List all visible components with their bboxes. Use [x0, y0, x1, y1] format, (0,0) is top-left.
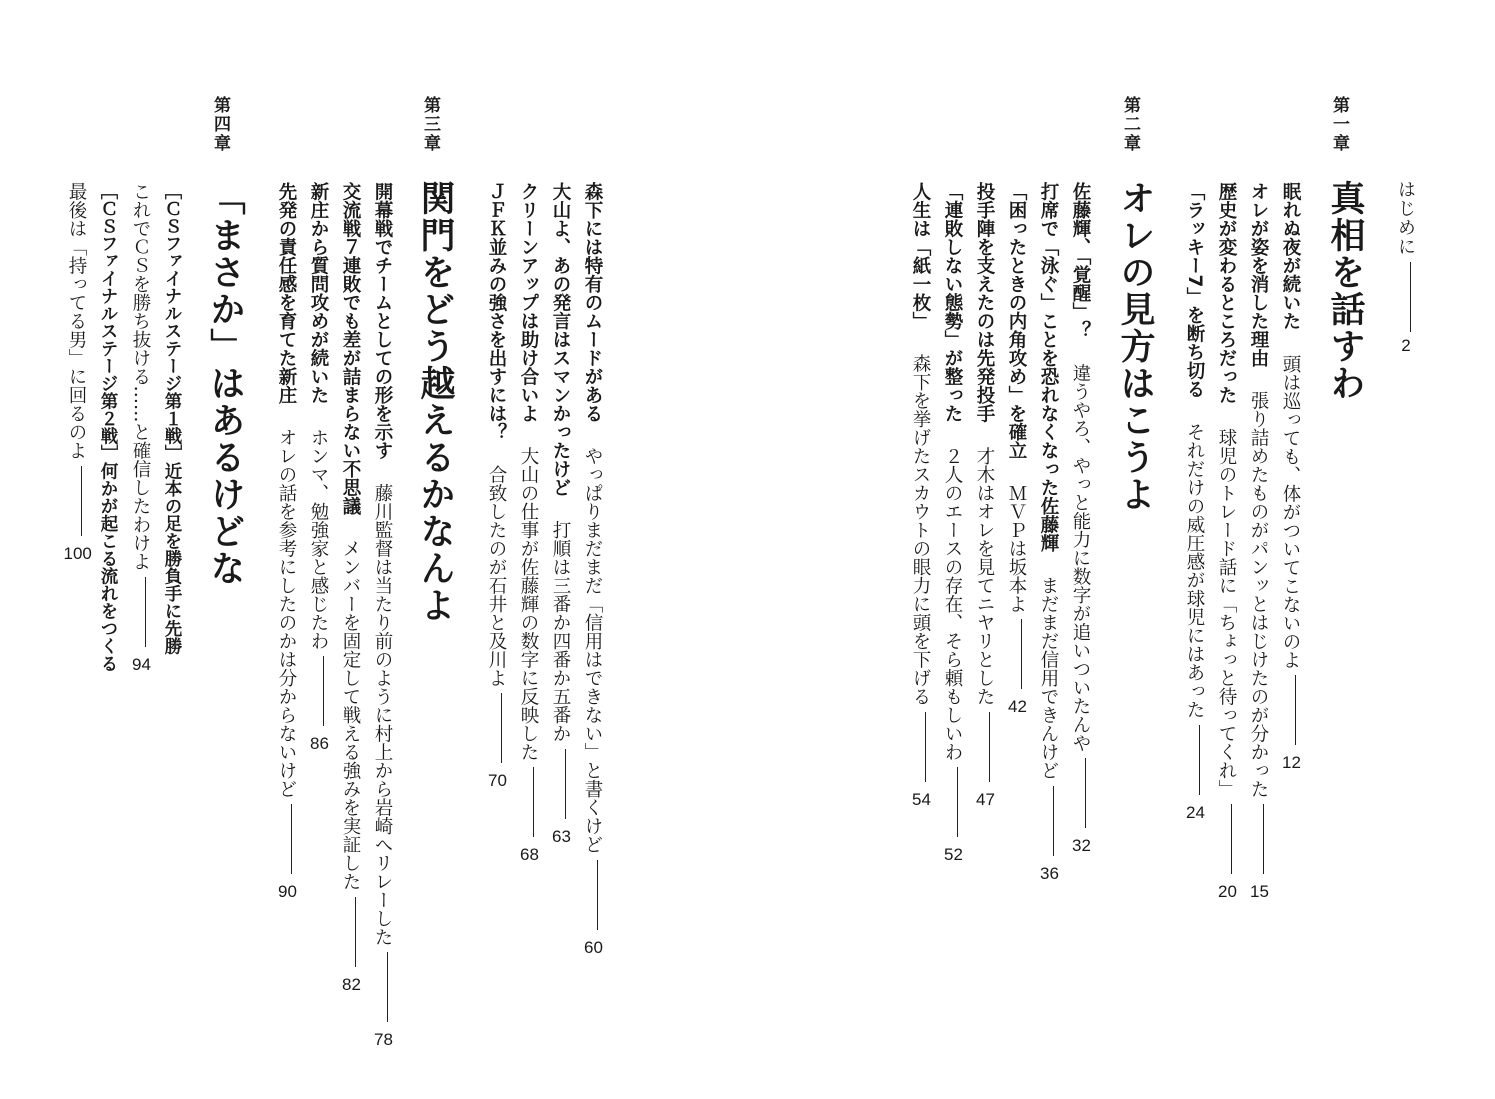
leader-line [565, 749, 566, 819]
page-number: 100 [63, 543, 92, 563]
entry-subheading: これでＣＳを勝ち抜ける……と確信したわけよ [130, 182, 151, 571]
leader-line [81, 466, 82, 536]
toc-entry-sub[interactable] [62, 182, 90, 568]
entry-heading: ＪＦＫ並みの強さを出すには？ [486, 182, 507, 441]
entry-subheading: オレの話を参考にしたのかは分からないけど [276, 428, 297, 799]
page-number: 52 [944, 845, 963, 865]
entry-subheading: ２人のエースの存在、そら頼もしいわ [942, 446, 963, 762]
page-number: 54 [912, 789, 931, 809]
entry-heading: オレが姿を消した理由 [1248, 182, 1269, 367]
page-number: 12 [1282, 753, 1301, 773]
toc-entry[interactable] [1002, 182, 1030, 721]
entry-heading: ［ＣＳファイナルステージ第２戦］何かが起こる流れをつくる [98, 182, 118, 672]
entry-heading: 打席で「泳ぐ」ことを恐れなくなった佐藤輝 [1038, 182, 1059, 552]
toc-entry[interactable] [906, 182, 934, 814]
leader-line [355, 897, 356, 967]
toc-entry[interactable] [1276, 182, 1304, 777]
page-number: 60 [584, 937, 603, 957]
leader-line [145, 577, 146, 647]
toc-entry[interactable] [482, 182, 510, 795]
toc-entry[interactable] [938, 182, 966, 869]
page-number: 68 [520, 845, 539, 865]
page-number: 90 [278, 882, 297, 902]
leader-line [1021, 619, 1022, 689]
entry-subheading: 合致したのが石井と及川よ [486, 465, 507, 688]
leader-line [1231, 804, 1232, 874]
entry-subheading: 大山の仕事が佐藤輝の数字に反映した [518, 446, 539, 762]
entry-subheading: 張り詰めたものがパンッとはじけたのが分かった [1248, 391, 1269, 799]
page-number: 36 [1040, 863, 1059, 883]
page-number: 42 [1008, 697, 1027, 717]
toc-entry[interactable] [272, 182, 300, 906]
leader-line [323, 656, 324, 726]
leader-line [1199, 725, 1200, 795]
chapter-title[interactable]: オレの見方はこうよ [1115, 180, 1156, 513]
entry-heading: 開幕戦でチームとしての形を示す [372, 182, 393, 460]
leader-line [1295, 675, 1296, 745]
page-number: 78 [374, 1030, 393, 1050]
entry-subheading: 球児のトレード話に「ちょっと待ってくれ」 [1216, 428, 1237, 799]
leader-line [989, 712, 990, 782]
toc-entry[interactable] [1212, 182, 1240, 906]
chapter-label: 第一章 [1329, 96, 1349, 153]
leader-line [597, 860, 598, 930]
chapter-label: 第三章 [420, 96, 440, 153]
leader-line [1085, 758, 1086, 828]
toc-entry[interactable] [546, 182, 574, 851]
page-number: 94 [132, 654, 151, 674]
toc-entry[interactable] [158, 182, 186, 655]
intro-label: はじめに [1395, 180, 1416, 256]
entry-heading: 森下には特有のムードがある [582, 182, 603, 423]
entry-heading: 「連敗しない態勢」が整った [942, 182, 963, 423]
page-number: 2 [1401, 336, 1412, 355]
page-number: 63 [552, 826, 571, 846]
toc-entry[interactable] [368, 182, 396, 1054]
chapter-title[interactable]: 真相を話すわ [1325, 180, 1366, 402]
toc-entry[interactable] [304, 182, 332, 758]
entry-heading: 人生は「紙一枚」 [910, 182, 931, 330]
entry-heading: クリーンアップは助け合いよ [518, 182, 539, 423]
entry-subheading: やっぱりまだまだ「信用はできない」と書くけど [582, 446, 603, 854]
page-number: 15 [1250, 882, 1269, 902]
page-number: 82 [342, 974, 361, 994]
toc-entry[interactable] [578, 182, 606, 962]
page-number: 20 [1218, 882, 1237, 902]
entry-subheading: 森下を挙げたスカウトの眼力に頭を下げる [910, 354, 931, 706]
toc-entry[interactable] [336, 182, 364, 999]
toc-entry-sub[interactable] [126, 182, 154, 679]
entry-heading: 投手陣を支えたのは先発投手 [974, 182, 995, 423]
entry-heading: 佐藤輝、「覚醒」？ [1070, 182, 1091, 340]
toc-entry[interactable] [514, 182, 542, 869]
toc-entry[interactable] [1244, 182, 1272, 906]
chapter-label: 第二章 [1120, 96, 1140, 153]
toc-entry[interactable] [1066, 182, 1094, 860]
entry-heading: 「困ったときの内角攻め」を確立 [1006, 182, 1027, 460]
entry-heading: 歴史が変わるところだった [1216, 182, 1237, 404]
leader-line [387, 952, 388, 1022]
toc-entry[interactable] [1180, 182, 1208, 827]
entry-subheading: それだけの威圧感が球児にはあった [1184, 422, 1205, 719]
entry-heading: 新庄から質問攻めが続いた [308, 182, 329, 404]
entry-heading: 先発の責任感を育てた新庄 [276, 182, 297, 404]
page-number: 47 [976, 789, 995, 809]
entry-subheading: 打順は三番か四番か五番か [550, 520, 571, 743]
page-number: 24 [1186, 802, 1205, 822]
entry-heading: 「ラッキー7」を断ち切る [1184, 182, 1205, 399]
page-number: 32 [1072, 836, 1091, 856]
toc-entry[interactable] [94, 182, 122, 672]
entry-heading: ［ＣＳファイナルステージ第１戦］近本の足を勝負手に先勝 [162, 182, 182, 655]
entry-heading: 眠れぬ夜が続いた [1280, 182, 1301, 330]
chapter-label: 第四章 [210, 96, 230, 153]
entry-subheading: ＭＶＰは坂本よ [1006, 483, 1027, 614]
entry-subheading: 最後は「持ってる男」に回るのよ [66, 182, 87, 460]
entry-heading: 大山よ、あの発言はスマンかったけど [550, 182, 571, 497]
page-number: 86 [310, 734, 329, 754]
leader-line [925, 712, 926, 782]
toc-entry[interactable] [1034, 182, 1062, 888]
leader-line [533, 767, 534, 837]
entry-subheading: 違うやろ、やっと能力に数字が追いついたんや [1070, 363, 1091, 753]
page-number: 70 [488, 771, 507, 791]
leader-line [957, 767, 958, 837]
entry-subheading: 頭は巡っても、体がついてこないのよ [1280, 354, 1301, 670]
leader-line [1263, 804, 1264, 874]
leader-line [291, 804, 292, 874]
leader-line [1410, 262, 1411, 332]
entry-subheading: 藤川監督は当たり前のように村上から岩崎へリレーした [372, 483, 393, 947]
entry-subheading: メンバーを固定して戦える強みを実証した [340, 539, 361, 891]
leader-line [501, 693, 502, 763]
entry-subheading: 才木はオレを見てニヤリとした [974, 446, 995, 706]
toc-entry[interactable] [970, 182, 998, 814]
entry-heading: 交流戦７連敗でも差が詰まらない不思議 [340, 182, 361, 515]
chapter-title[interactable]: 関門をどう越えるかなんよ [415, 180, 456, 624]
entry-subheading: まだまだ信用できんけど [1038, 576, 1059, 780]
toc-intro[interactable] [1392, 180, 1418, 356]
entry-subheading: ホンマ、勉強家と感じたわ [308, 428, 329, 651]
chapter-title[interactable]: 「まさか」はあるけどな [205, 180, 246, 587]
leader-line [1053, 786, 1054, 856]
